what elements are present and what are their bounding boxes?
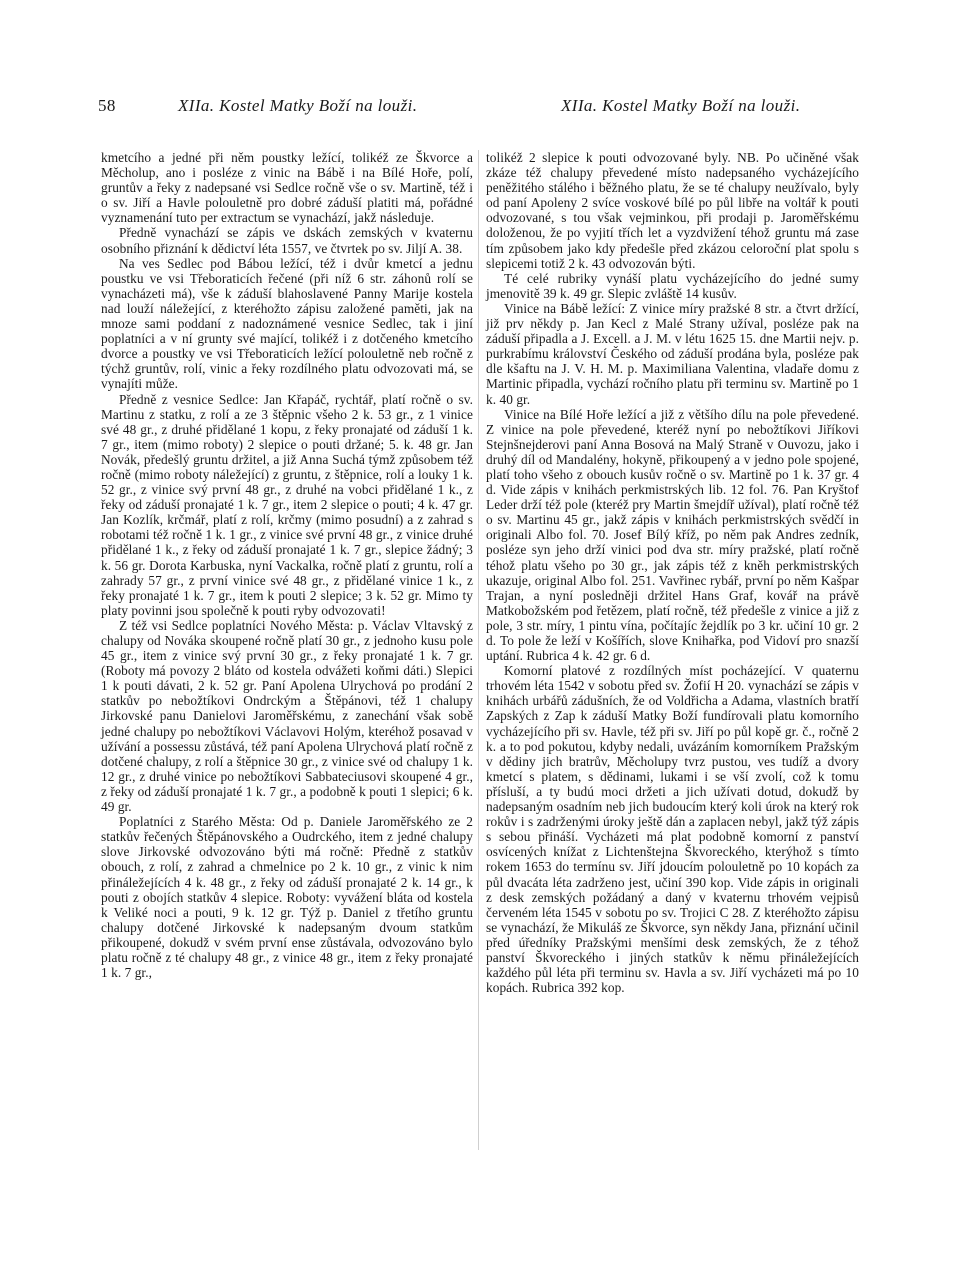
paragraph: kmetcího a jedné při něm poustky ležící, tolikéž ze Škvorce a Měcholup, ano i posléze z vinic na Bábě i na Bílé Hoře, polí, gruntův a řeky z nadepsané vsi Sedlce ročně vše o sv. Martině, též i o sv. Jiří a Havle polouletně pro dobré záduší platiti má, pořádné vyznamenání tuto per extractum se vynachází, jakž následuje. xyxy=(101,150,473,226)
page-header xyxy=(0,96,960,126)
paragraph: Poplatníci z Starého Města: Od p. Daniele Jaroměřského ze 2 statkův řečených Štěpánovského a Oudrckého, item z jedné chalupy slove Jirkovské odvozováno býti má ročně: Předně z statkův obouch, z rolí, z zahrad a chmelnice po 2 k. 10 gr., z vinic k nim přináležejících 4 k. 48 gr., z řeky od záduší pronajaté 2 k. 14 gr., k pouti z obojích statkův 4 slepice. Roboty: vyvážení bláta od kostela k Veliké noci a pouti, 9 k. 12 gr. Týž p. Daniel z třetího gruntu chalupy dotčené Jirkovské k nadepsaným dvoum statkům přikoupené, dokudž v svém první ense zůstávala, odvozováno bylo platu ročně z té chalupy 48 gr., z vinice 48 gr., item z řeky pronajaté 1 k. 7 gr., xyxy=(101,814,473,981)
running-head-left: XIIa. Kostel Matky Boží na louži. xyxy=(178,96,418,115)
right-column xyxy=(486,150,859,995)
paragraph: Na ves Sedlec pod Bábou ležící, též i dvůr kmetcí a jednu poustku ve vsi Třeboraticích řečené (při níž 6 str. záhonů rolí se vynacházeti má), vše k záduší blahoslavené Panny Marije kostela nad louží náležející, z kteréhožto zápisu založené paměti, jak na mnoze sami poddaní z nadoznámené vesnice Sedlec, tak i jiní poplatníci a v ní grunty své mající, tolikéž i z dotčeného kmetcího dvorce a poustky ve vsi Třeboraticích ležící polouletně neb ročně z týchž gruntův, rolí, vinic a řeky rozdílného platu odvozovati má, se vynajíti může. xyxy=(101,255,473,392)
page-number: 58 xyxy=(98,96,116,115)
column-divider xyxy=(478,150,479,1150)
paragraph: Z též vsi Sedlce poplatníci Nového Města: p. Václav Vltavský z chalupy od Nováka skoupené ročně platí 30 gr., z jednoho kusu pole 45 gr., item z vinice svý první 30 gr., z řeky pronajaté 1 k. 7 gr. (Roboty má povozy 2 bláto od kostela odvážeti koňmi dáti.) Slepici 1 k pouti dávati, 2 k. 52 gr. Paní Apolena Ulrychová po prodání 2 statkův po nebožtíkovi Ondrckým a Štěpánovi, též 1 chalupy Jirkovské panu Danielovi Jaroměřskému, z zanechání však sobě jedné chalupy po nebožtíkovi Václavovi Holým, kteréhož posavad v užívání a possessu zůstává, též paní Apolena Ulrychová platí ročně z dotčené chalupy, z rolí a štěpnice 30 gr., z vinice své od chalupy 1 k. 12 gr., z druhé vinice po nebožtíkovi Sabbateciusovi skoupené 4 gr., z řeky od záduší pronajaté 1 k. 7 gr., a podobně k pouti 1 slepici; 6 k. 49 gr. xyxy=(101,617,473,815)
paragraph: Předně vynachází se zápis ve dskách zemských v kvaternu osobního přiznání k dědictví léta 1557, ve čtvrtek po sv. Jiljí A. 38. xyxy=(101,225,473,256)
paragraph: Komorní platové z rozdílných míst pocházející. V quaternu trhovém léta 1542 v sobotu před sv. Žofií H 20. vynachází se zápis v knihách urbářů zádušních, že od Voldřicha a Adama, vlastních bratří Zapských z Zap k záduší Matky Boží fundírovali platu komorního vycházejícího při sv. Havle, též při sv. Jiří po půl kopě gr. č., ročně 2 k. a to pod pokutou, kdyby nedali, uvázáním komorníkem Pražským v dědiny jich bratrův, Měcholupy tvrz pustou, ves tudíž a dvory kmetcí s platem, s dědinami, lukami i se vší zvolí, což k tomu přísluší, a ty budú moci držeti a jich užívati dotud, dokudž by nadepsaným osadním neb jich budoucím který koli úrok na který rok rokův i s zadrženými úroky ještě dán a zaplacen nebyl, jakž týž zápis s sebou přináší. Vycházeti má plat podobně komorní z panství osvícených knížat z Lichtenštejna Škvoreckého, kterýhož s tímto rokem 1653 do termínu sv. Jiří jdoucím polouletně po 10 kopách za půl dvacáta léta zadrženo jest, učiní 390 kop. Vide zápis in originali z desk zemských požádaný a daný v kvaternu trhovém vejpisů červeném léta 1545 v sobotu po sv. Trojici C 28. Z kteréhožto zápisu se vynachází, že Mikuláš ze Škvorce, syn někdy Jana, přiznání učinil před úředníky Pražskými menšími desk zemských, že z téhož panství Škvoreckého i jiných statkův k němu přináležejících každého půl léta při terminu sv. Havla a sv. Jiří vycházeti má po 10 kopách. Rubrica 392 kop. xyxy=(486,663,859,996)
left-column xyxy=(101,150,473,980)
paragraph: Vinice na Bílé Hoře ležící a již z většího dílu na pole převedené. Z vinice na pole převedené, kteréž nyní po nebožtíkovi Jiříkovi Stejnšnejderovi paní Anna Bosová na Malý Straně v Ouvozu, jako i druhý díl od Mandalény, hokyně, přikoupený a v jedno pole spojené, platí toho všeho z obouch kusův ročně o sv. Martině po 1 k. 37 gr. 4 d. Vide zápis v knihách perkmistrských lib. 12 fol. 76. Pan Kryštof Leder drží též pole (kteréž pry Martin šmejdíř užíval), platí ročně též o sv. Martinu 45 gr., jakž zápis v knihách perkmistrských svědčí in originali Albo fol. 70. Josef Bílý kříž, po něm pak Andres zedník, posléze syn jeho drží vinici pod dva str. míry pražské, platí ročně téhož platu všeho po 30 gr., jak zápis též z kněh perkmistrských ukazuje, original Albo fol. 251. Vavřinec rybář, první po něm Kašpar Trajan, a nyní posledněji držitel Hans Graf, kovář na právě Matkobožském pod řetězem, platí ročně, též předešle z vinice a již z pole, 3 str. míry, 1 pintu vína, počítajíc žejdlík po 3 kr. učiní 10 gr. 2 d. To pole že leží v Košířích, slove Knihařka, pod Vidoví pro snazší uptání. Rubrica 4 k. 42 gr. 6 d. xyxy=(486,406,859,664)
paragraph: tolikéž 2 slepice k pouti odvozované byly. NB. Po učiněné však zkáze též chalupy převedené místo nadepsaného vycházejícího peněžitého stálého i běžného platu, že se té chalupy neužívalo, byly od paní Apoleny 2 svíce voskové bílé po půl libře na voltář k pouti odvozované, s tou však vejminkou, při prodaji p. Jaroměřskému doloženou, že po vyjití třích let a vyzdvižení téhož gruntu má zase tím způsobem jako kdy předešle před zkázou celoroční plat spolu s slepicemi totiž 2 k. 43 odvozován býti. xyxy=(486,150,859,271)
paragraph: Vinice na Bábě ležící: Z vinice míry pražské 8 str. a čtvrt držící, již prv někdy p. Jan Kecl z Malé Strany užíval, posléze pak na záduší připadla a J. Excell. a J. M. v létu 1625 15. dne Martii nejv. p. purkrabímu království Českého od záduší prodána byla, posléze pak dle kšaftu na J. V. H. M. p. Maximiliana Valentina, vladaře domu z Martinic připadla, vychází ročního platu při terminu sv. Martině po 1 k. 40 gr. xyxy=(486,300,859,407)
running-head-right: XIIa. Kostel Matky Boží na louži. xyxy=(561,96,801,115)
paragraph: Předně z vesnice Sedlce: Jan Křapáč, rychtář, platí ročně o sv. Martinu z statku, z rolí a ze 3 štěpnic všeho 2 k. 53 gr., z 1 vinice své 48 gr., z druhé přidělané 1 kopu, z řeky pronajaté od záduší 1 k. 7 gr., item (mimo roboty) 2 slepice o pouti držané; 5. k. 48 gr. Jan Novák, předešlý gruntu držitel, a již Anna Suchá týmž způsobem též ročně (mimo roboty náležející) z gruntu, z štěpnice, rolí a louky 1 k. 52 gr., z vinice svý první 48 gr., z druhé na vobci přidělané 1 k., z řeky od záduší pronajaté 1 k. 7 gr., item 2 slepice o pouti; 4 k. 47 gr. Jan Kozlík, krčmář, platí z rolí, krčmy (mimo posudní) a z zahrad s robotami též ročně 1 k. 1 gr., z vinice své první 48 gr., z vinice druhé přidělané 1 k., z řeky od záduší pronajaté 1 k. 7 gr., slepice žádný; 3 k. 56 gr. Dorota Karbuska, nyní Vackalka, ročně platí z gruntu, rolí a zahrady 57 gr., z první vinice své 48 gr., z přidělané vinice 1 k., z řeky pronajaté 1 k. 7 gr., item k pouti 2 slepice; 3 k. 52 gr. Mimo ty platy povinni jsou společně k pouti ryby odvozovati! xyxy=(101,391,473,618)
paragraph: Té celé rubriky vynáší platu vycházejícího do jedné sumy jmenovitě 39 k. 49 gr. Slepic zvláště 14 kusův. xyxy=(486,270,859,301)
